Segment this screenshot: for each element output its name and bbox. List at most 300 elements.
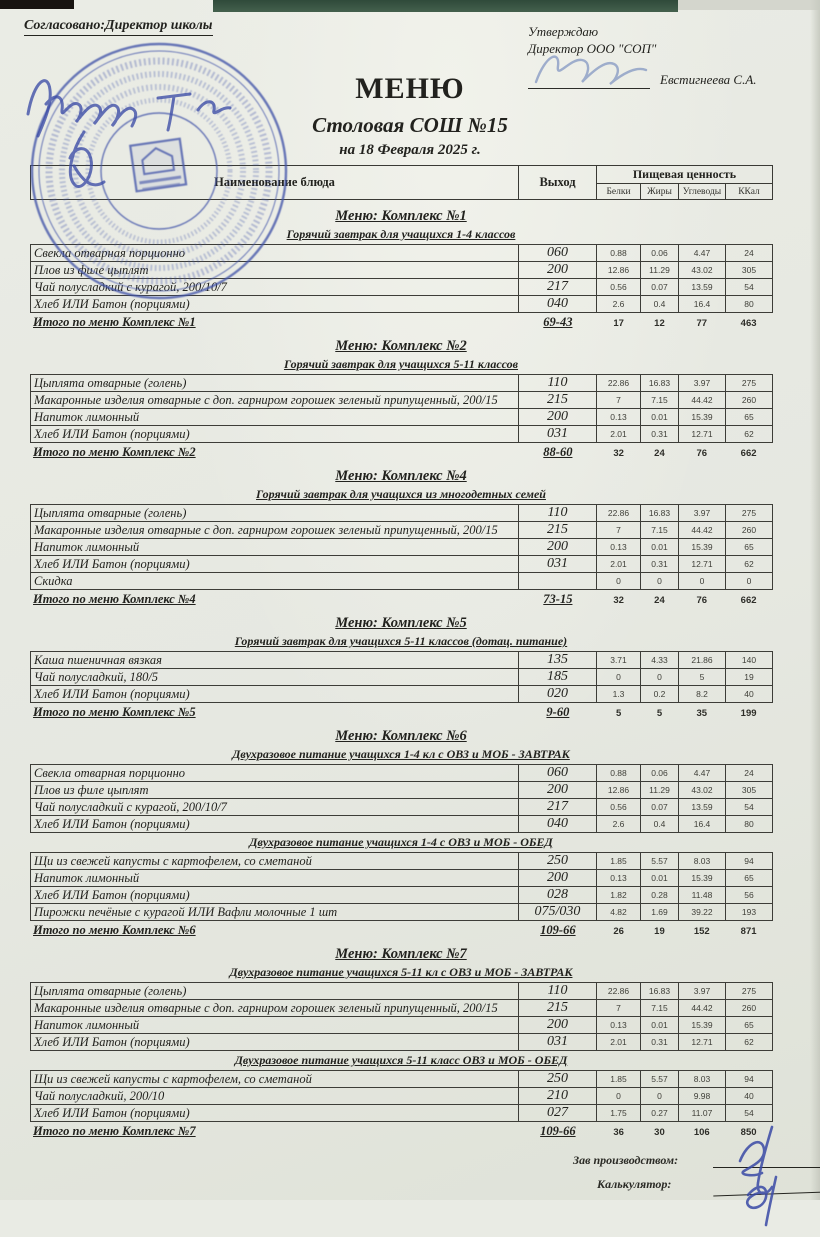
dish-fat: 0 [641,669,679,686]
dish-protein: 1.82 [597,887,641,904]
section-subtitle: Двухразовое питание учащихся 1-4 кл с ОВЗ и МОБ - ЗАВТРАК [232,747,570,761]
total-portion: 73-15 [543,592,573,606]
title-block [0,72,820,159]
total-portion: 109-66 [540,923,576,937]
dish-protein: 0.13 [597,1017,641,1034]
dish-row [31,765,773,782]
nutrition-col-header: Углеводы [679,184,726,200]
total-carbs: 77 [696,318,708,329]
section-title: Меню: Комплекс №6 [335,728,467,744]
menu-sections [30,208,772,1139]
section-title: Меню: Комплекс №5 [335,615,467,631]
production-manager-label: Зав производством: [573,1153,679,1167]
dish-row [31,296,773,313]
dish-carbs: 44.42 [679,522,726,539]
dish-fat: 0.06 [641,245,679,262]
dish-name: Свекла отварная порционно [31,245,519,262]
menu-section-1 [30,208,772,330]
dish-protein: 1.3 [597,686,641,703]
page-date: на 18 Февраля 2025 г. [339,142,481,158]
dish-fat: 0.07 [641,799,679,816]
col-header-dish-name: Наименование блюда [31,166,519,200]
dish-name: Чай полусладкий, 180/5 [31,669,519,686]
dish-table [30,982,773,1051]
dish-name: Хлеб ИЛИ Батон (порциями) [31,887,519,904]
dish-row [31,539,773,556]
dish-row [31,392,773,409]
dish-kcal: 65 [726,539,773,556]
dish-kcal: 305 [726,262,773,279]
dish-kcal: 54 [726,1105,773,1122]
dish-kcal: 56 [726,887,773,904]
dish-fat: 4.33 [641,652,679,669]
dish-carbs: 8.2 [679,686,726,703]
dish-name: Цыплята отварные (голень) [31,505,519,522]
dish-row [31,375,773,392]
dish-protein: 22.86 [597,505,641,522]
dish-name: Щи из свежей капусты с картофелем, со сметаной [31,853,519,870]
dish-protein: 0.88 [597,245,641,262]
total-protein: 5 [615,708,622,719]
dish-row [31,279,773,296]
total-kcal: 871 [740,926,757,937]
dish-carbs: 0 [679,573,726,590]
dish-fat: 0.31 [641,426,679,443]
dish-protein: 0.13 [597,870,641,887]
dish-portion: 200 [519,262,597,279]
dish-kcal: 65 [726,1017,773,1034]
nutrition-col-header: Жиры [641,184,679,200]
dish-protein: 1.85 [597,1071,641,1088]
dish-portion: 250 [519,1071,597,1088]
document-header [0,0,820,165]
total-kcal: 662 [740,448,757,459]
dish-row [31,505,773,522]
dish-fat: 0.2 [641,686,679,703]
dish-fat: 0.27 [641,1105,679,1122]
dish-kcal: 40 [726,686,773,703]
dish-portion: 110 [519,983,597,1000]
dish-kcal: 65 [726,870,773,887]
dish-row [31,522,773,539]
approver-name: Евстигнеева С.А. [660,71,757,87]
dish-kcal: 19 [726,669,773,686]
total-fat: 24 [654,448,665,459]
dish-fat: 16.83 [641,505,679,522]
dish-portion: 027 [519,1105,597,1122]
dish-row [31,1071,773,1088]
section-subtitle: Горячий завтрак для учащихся из многодетных семей [256,487,546,501]
dish-row [31,556,773,573]
dish-fat: 1.69 [641,904,679,921]
total-carbs: 76 [696,448,708,459]
section-subtitle: Горячий завтрак для учащихся 1-4 классов [286,227,516,241]
section-total-row [30,445,772,460]
dish-name: Хлеб ИЛИ Батон (порциями) [31,1034,519,1051]
dish-name: Напиток лимонный [31,539,519,556]
dish-fat: 0.28 [641,887,679,904]
col-header-nutrition: Пищевая ценность [597,166,773,184]
dish-carbs: 8.03 [679,853,726,870]
dish-carbs: 43.02 [679,782,726,799]
dish-protein: 4.82 [597,904,641,921]
dish-protein: 22.86 [597,983,641,1000]
dish-name: Скидка [31,573,519,590]
total-label: Итого по меню Комплекс №6 [33,923,196,937]
dish-table [30,852,773,921]
dish-carbs: 11.07 [679,1105,726,1122]
dish-kcal: 65 [726,409,773,426]
dish-kcal: 260 [726,1000,773,1017]
dish-portion: 250 [519,853,597,870]
dish-carbs: 21.86 [679,652,726,669]
dish-portion: 215 [519,522,597,539]
dish-protein: 7 [597,392,641,409]
section-subtitle: Двухразовое питание учащихся 5-11 класс ОВЗ и МОБ - ОБЕД [234,1053,568,1067]
total-carbs: 35 [696,708,708,719]
total-fat: 5 [656,708,663,719]
total-kcal: 662 [740,595,757,606]
calculator-line [713,1175,820,1197]
total-label: Итого по меню Комплекс №1 [33,315,196,329]
approve-line2: Директор ООО "СОП" [528,40,657,56]
total-portion: 69-43 [543,315,573,329]
dish-protein: 2.6 [597,296,641,313]
dish-row [31,1034,773,1051]
dish-kcal: 54 [726,799,773,816]
dish-carbs: 15.39 [679,1017,726,1034]
dish-carbs: 12.71 [679,1034,726,1051]
total-protein: 32 [613,448,624,459]
dish-carbs: 15.39 [679,870,726,887]
dish-protein: 2.01 [597,556,641,573]
dish-kcal: 140 [726,652,773,669]
menu-section-6 [30,946,772,1139]
dish-portion: 200 [519,870,597,887]
dish-portion: 040 [519,816,597,833]
dish-protein: 2.01 [597,426,641,443]
dish-fat: 16.83 [641,375,679,392]
dish-kcal: 275 [726,505,773,522]
section-subtitle: Двухразовое питание учащихся 1-4 с ОВЗ и МОБ - ОБЕД [249,835,553,849]
dish-carbs: 12.71 [679,556,726,573]
section-total-row [30,592,772,607]
section-total-row [30,315,772,330]
dish-fat: 11.29 [641,782,679,799]
dish-protein: 0 [597,573,641,590]
dish-protein: 7 [597,1000,641,1017]
agreed-label: Согласовано:Директор школы [24,18,213,36]
dish-row [31,904,773,921]
dish-portion: 200 [519,539,597,556]
dish-row [31,1017,773,1034]
dish-name: Хлеб ИЛИ Батон (порциями) [31,556,519,573]
total-portion: 109-66 [540,1124,576,1138]
dish-name: Макаронные изделия отварные с доп. гарниром горошек зеленый припущенный, 200/15 [31,522,519,539]
dish-portion: 110 [519,375,597,392]
dish-name: Плов из филе цыплят [31,782,519,799]
dish-portion: 040 [519,296,597,313]
menu-section-2 [30,338,772,460]
dish-fat: 0 [641,573,679,590]
dish-kcal: 275 [726,983,773,1000]
dish-kcal: 24 [726,245,773,262]
menu-section-5 [30,728,772,938]
dish-portion: 210 [519,1088,597,1105]
columns-header-table [30,165,773,200]
dish-fat: 0.01 [641,539,679,556]
section-total-row [30,923,772,938]
dish-fat: 16.83 [641,983,679,1000]
dish-kcal: 40 [726,1088,773,1105]
dish-fat: 0.06 [641,765,679,782]
dish-portion: 031 [519,426,597,443]
total-fat: 24 [654,595,665,606]
dish-carbs: 15.39 [679,409,726,426]
dish-name: Свекла отварная порционно [31,765,519,782]
dish-table [30,504,773,590]
dish-protein: 1.75 [597,1105,641,1122]
dish-carbs: 39.22 [679,904,726,921]
total-label: Итого по меню Комплекс №2 [33,445,196,459]
dish-fat: 0.07 [641,279,679,296]
total-fat: 19 [654,926,665,937]
section-subtitle: Горячий завтрак для учащихся 5-11 классов [283,357,519,371]
dish-carbs: 9.98 [679,1088,726,1105]
dish-fat: 0.31 [641,1034,679,1051]
total-portion: 9-60 [546,705,570,719]
dish-portion: 060 [519,245,597,262]
section-title: Меню: Комплекс №2 [335,338,467,354]
section-subtitle: Горячий завтрак для учащихся 5-11 классов (дотац. питание) [234,634,568,648]
dish-portion: 200 [519,1017,597,1034]
dish-portion: 110 [519,505,597,522]
dish-name: Хлеб ИЛИ Батон (порциями) [31,816,519,833]
dish-table [30,764,773,833]
dish-row [31,409,773,426]
dish-kcal: 80 [726,816,773,833]
dish-carbs: 16.4 [679,296,726,313]
dish-kcal: 54 [726,279,773,296]
dish-protein: 3.71 [597,652,641,669]
dish-carbs: 16.4 [679,816,726,833]
dish-kcal: 305 [726,782,773,799]
dish-name: Хлеб ИЛИ Батон (порциями) [31,686,519,703]
dish-carbs: 13.59 [679,279,726,296]
dish-portion: 060 [519,765,597,782]
total-protein: 26 [613,926,624,937]
dish-fat: 0.4 [641,296,679,313]
photo-edge-right-shadow [810,0,820,1200]
dish-table [30,651,773,703]
dish-carbs: 8.03 [679,1071,726,1088]
calculator-label: Калькулятор: [597,1177,672,1191]
dish-name: Пирожки печёные с курагой ИЛИ Вафли молочные 1 шт [31,904,519,921]
production-manager-line [713,1153,820,1168]
document-footer [30,1145,772,1225]
dish-carbs: 4.47 [679,765,726,782]
dish-name: Макаронные изделия отварные с доп. гарниром горошек зеленый припущенный, 200/15 [31,392,519,409]
total-portion: 88-60 [543,445,573,459]
dish-name: Каша пшеничная вязкая [31,652,519,669]
dish-carbs: 5 [679,669,726,686]
dish-row [31,853,773,870]
dish-name: Напиток лимонный [31,1017,519,1034]
dish-portion [519,573,597,590]
dish-fat: 7.15 [641,522,679,539]
menu-content [30,165,772,1225]
dish-name: Цыплята отварные (голень) [31,375,519,392]
dish-portion: 031 [519,556,597,573]
col-header-portion: Выход [519,166,597,200]
dish-portion: 028 [519,887,597,904]
dish-name: Хлеб ИЛИ Батон (порциями) [31,296,519,313]
total-label: Итого по меню Комплекс №7 [33,1124,196,1138]
total-label: Итого по меню Комплекс №5 [33,705,196,719]
dish-row [31,426,773,443]
dish-carbs: 4.47 [679,245,726,262]
total-protein: 36 [613,1127,624,1138]
dish-protein: 1.85 [597,853,641,870]
dish-portion: 020 [519,686,597,703]
dish-portion: 215 [519,392,597,409]
dish-row [31,1105,773,1122]
nutrition-col-header: ККал [726,184,773,200]
total-protein: 32 [613,595,624,606]
dish-row [31,1088,773,1105]
dish-portion: 217 [519,799,597,816]
dish-protein: 2.6 [597,816,641,833]
section-subtitle: Двухразовое питание учащихся 5-11 кл с ОВЗ и МОБ - ЗАВТРАК [229,965,573,979]
dish-kcal: 62 [726,556,773,573]
total-carbs: 76 [696,595,708,606]
dish-kcal: 260 [726,392,773,409]
dish-fat: 0.4 [641,816,679,833]
total-kcal: 199 [740,708,757,719]
dish-kcal: 94 [726,1071,773,1088]
section-title: Меню: Комплекс №7 [335,946,467,962]
dish-kcal: 80 [726,296,773,313]
dish-table [30,1070,773,1122]
dish-row [31,983,773,1000]
dish-row [31,1000,773,1017]
dish-carbs: 3.97 [679,375,726,392]
dish-kcal: 193 [726,904,773,921]
dish-portion: 075/030 [519,904,597,921]
dish-protein: 12.86 [597,262,641,279]
total-kcal: 850 [740,1127,757,1138]
dish-fat: 0.01 [641,870,679,887]
dish-fat: 0.01 [641,1017,679,1034]
dish-carbs: 3.97 [679,983,726,1000]
dish-protein: 12.86 [597,782,641,799]
dish-protein: 0.56 [597,279,641,296]
section-total-row [30,705,772,720]
dish-row [31,799,773,816]
dish-portion: 215 [519,1000,597,1017]
total-carbs: 152 [693,926,710,937]
dish-carbs: 43.02 [679,262,726,279]
dish-row [31,669,773,686]
dish-name: Чай полусладкий с курагой, 200/10/7 [31,799,519,816]
dish-kcal: 24 [726,765,773,782]
dish-fat: 0.31 [641,556,679,573]
dish-carbs: 3.97 [679,505,726,522]
dish-fat: 0 [641,1088,679,1105]
menu-section-3 [30,468,772,607]
dish-table [30,374,773,443]
dish-table [30,244,773,313]
dish-row [31,245,773,262]
dish-name: Хлеб ИЛИ Батон (порциями) [31,426,519,443]
nutrition-col-header: Белки [597,184,641,200]
dish-protein: 0.13 [597,539,641,556]
total-protein: 17 [613,318,624,329]
dish-name: Напиток лимонный [31,409,519,426]
dish-fat: 7.15 [641,1000,679,1017]
menu-section-4 [30,615,772,720]
dish-fat: 0.01 [641,409,679,426]
dish-protein: 2.01 [597,1034,641,1051]
dish-name: Щи из свежей капусты с картофелем, со сметаной [31,1071,519,1088]
dish-fat: 5.57 [641,853,679,870]
dish-name: Напиток лимонный [31,870,519,887]
total-carbs: 106 [693,1127,710,1138]
dish-name: Цыплята отварные (голень) [31,983,519,1000]
dish-portion: 200 [519,782,597,799]
dish-row [31,870,773,887]
dish-carbs: 15.39 [679,539,726,556]
dish-name: Чай полусладкий, 200/10 [31,1088,519,1105]
dish-carbs: 12.71 [679,426,726,443]
section-title: Меню: Комплекс №1 [335,208,467,224]
dish-portion: 217 [519,279,597,296]
dish-row [31,652,773,669]
dish-protein: 0.56 [597,799,641,816]
dish-fat: 5.57 [641,1071,679,1088]
dish-row [31,686,773,703]
dish-name: Плов из филе цыплят [31,262,519,279]
approve-line1: Утверждаю [528,24,599,39]
total-kcal: 463 [740,318,757,329]
dish-kcal: 0 [726,573,773,590]
dish-carbs: 13.59 [679,799,726,816]
dish-protein: 0.88 [597,765,641,782]
section-title: Меню: Комплекс №4 [335,468,467,484]
dish-portion: 185 [519,669,597,686]
dish-portion: 135 [519,652,597,669]
dish-protein: 0.13 [597,409,641,426]
dish-kcal: 275 [726,375,773,392]
total-fat: 12 [654,318,665,329]
dish-fat: 11.29 [641,262,679,279]
dish-protein: 0 [597,1088,641,1105]
dish-carbs: 44.42 [679,392,726,409]
dish-carbs: 11.48 [679,887,726,904]
page-title: МЕНЮ [355,72,465,105]
dish-name: Чай полусладкий с курагой, 200/10/7 [31,279,519,296]
dish-kcal: 260 [726,522,773,539]
dish-row [31,262,773,279]
dish-row [31,782,773,799]
dish-name: Макаронные изделия отварные с доп. гарниром горошек зеленый припущенный, 200/15 [31,1000,519,1017]
dish-row [31,573,773,590]
dish-protein: 0 [597,669,641,686]
dish-fat: 7.15 [641,392,679,409]
total-label: Итого по меню Комплекс №4 [33,592,196,606]
total-fat: 30 [654,1127,665,1138]
dish-portion: 031 [519,1034,597,1051]
